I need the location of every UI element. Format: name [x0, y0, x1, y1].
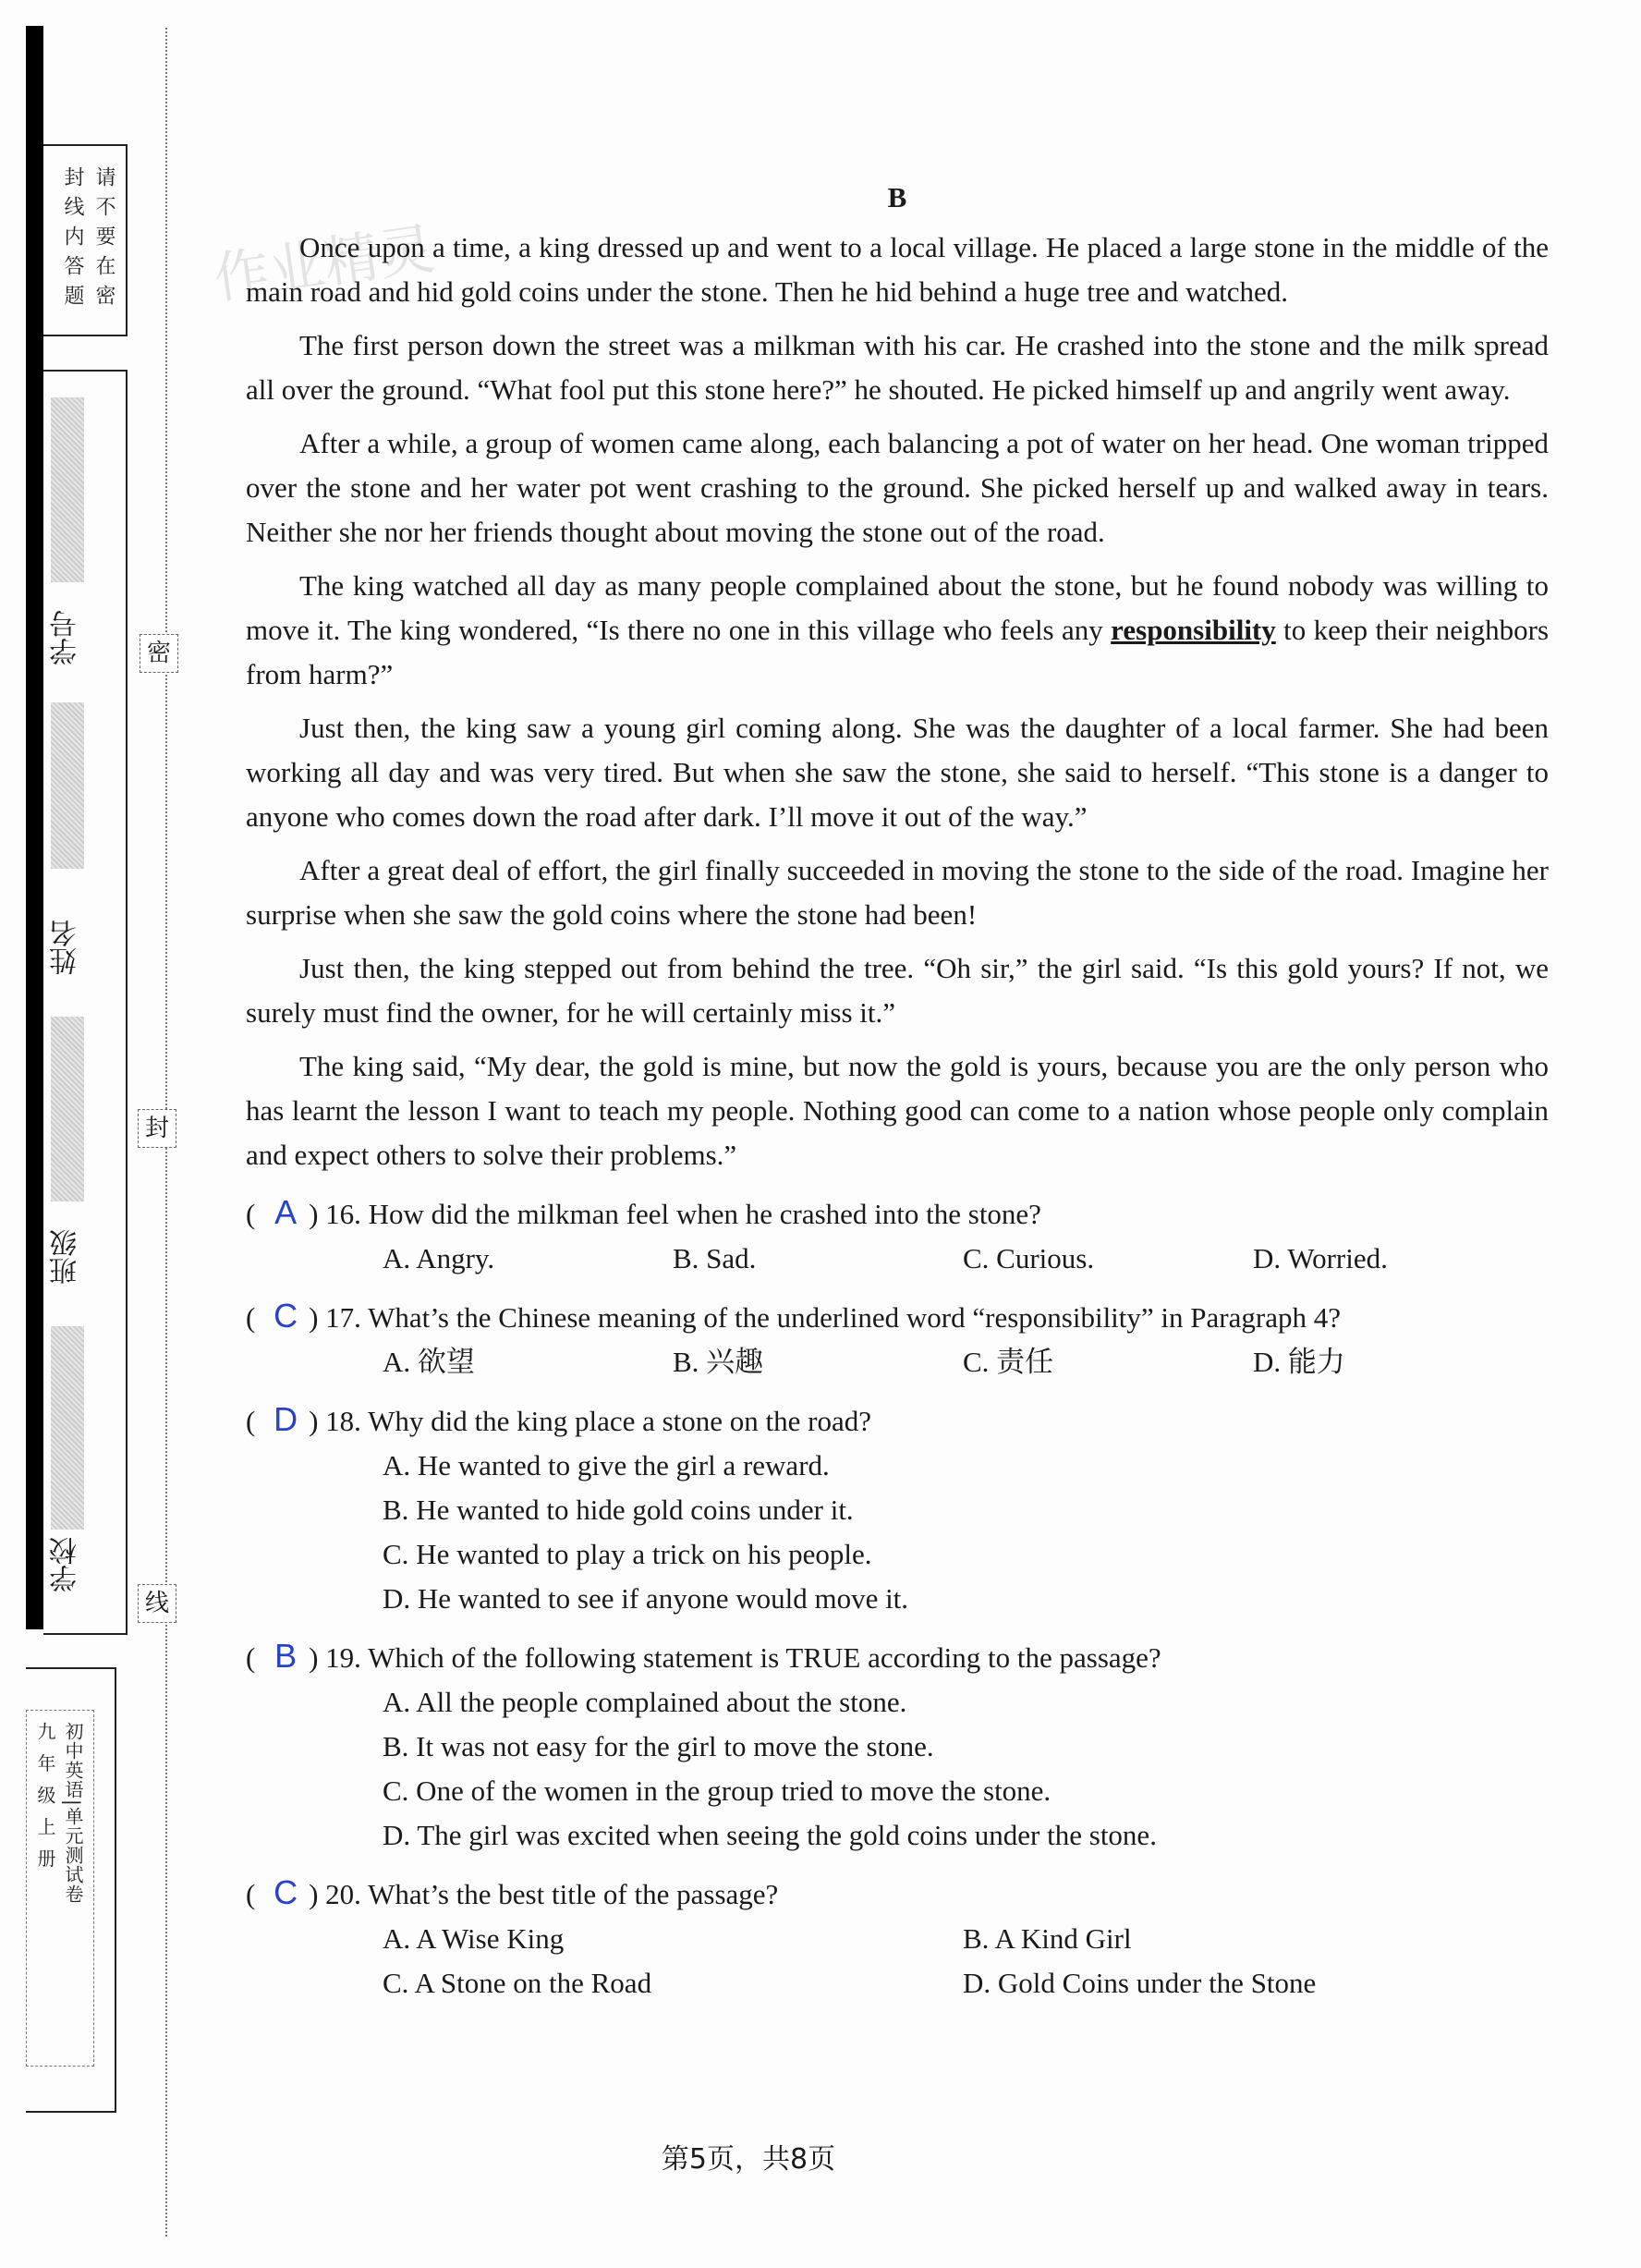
section-title: B [887, 181, 907, 213]
paragraph: After a great deal of effort, the girl finally succeeded in moving the stone to the side of the road. Imagine her surprise when she saw the gold coins where the stone had been! [246, 854, 1549, 931]
paragraph: Just then, the king stepped out from behind the tree. “Oh sir,” the girl said. “Is this gold yours? If not, we surely must find the owner, for he will certainly miss it.” [246, 952, 1549, 1029]
reading-passage [246, 176, 1549, 2006]
binding-bar [26, 26, 43, 1629]
option-d[interactable]: D. 能力 [1253, 1346, 1345, 1378]
question-text: What’s the best title of the passage? [368, 1878, 779, 1910]
option-a[interactable]: A. 欲望 [383, 1346, 475, 1378]
options [246, 1237, 1549, 1281]
page-footer: 第5页，共8页 [661, 2143, 836, 2176]
question-16 [246, 1190, 1549, 1281]
options [246, 1680, 1549, 1858]
option-a[interactable]: A. A Wise King [383, 1922, 565, 1955]
question-17 [246, 1294, 1549, 1384]
option-d[interactable]: D. The girl was excited when seeing the gold coins under the stone. [383, 1819, 1157, 1851]
id-field[interactable] [51, 397, 84, 582]
option-c[interactable]: C. He wanted to play a trick on his people. [383, 1538, 872, 1570]
paragraph: Just then, the king saw a young girl coming along. She was the daughter of a local farmer. She had been working all day and was very tired. But when she saw the stone, she said to herself. “This stone is a danger to anyone who comes down the road after dark. I’ll move it out of the way.” [246, 712, 1549, 833]
paragraph: After a while, a group of women came along, each balancing a pot of water on her head. One woman tripped over the stone and her water pot went crashing to the ground. She picked herself up and walked away in tears. Neither she nor her friends thought about moving the stone out of the road. [246, 427, 1549, 548]
question-18 [246, 1397, 1549, 1621]
option-b[interactable]: B. It was not easy for the girl to move the stone. [383, 1730, 934, 1762]
name-field[interactable] [51, 702, 84, 869]
paragraph [246, 564, 1549, 697]
class-field[interactable] [51, 1017, 84, 1201]
question-text: How did the milkman feel when he crashed into the stone? [368, 1198, 1041, 1230]
options [246, 1340, 1549, 1384]
answer-box[interactable]: C [274, 1873, 298, 1911]
question-number: 19. [325, 1641, 361, 1674]
question-stem: ( B ) 19. Which of the following statement is TRUE according to the passage? [246, 1634, 1549, 1680]
option-d[interactable]: D. He wanted to see if anyone would move it. [383, 1582, 909, 1615]
label-name: 姓名 [50, 920, 82, 975]
question-stem: ( D ) 18. Why did the king place a stone on the road? [246, 1397, 1549, 1444]
book-info-box [26, 1667, 116, 2113]
answer-box[interactable]: D [274, 1400, 298, 1438]
option-a[interactable]: A. Angry. [383, 1242, 495, 1274]
answer-box[interactable]: C [274, 1297, 298, 1335]
question-stem: ( A ) 16. How did the milkman feel when he crashed into the stone? [246, 1190, 1549, 1237]
question-number: 16. [325, 1198, 361, 1230]
option-c[interactable]: C. Curious. [963, 1242, 1095, 1274]
option-b[interactable]: B. Sad. [673, 1242, 757, 1274]
book-line2: 九 年 级 上 册 [34, 1722, 56, 1872]
book-line1: 初中英语|单元测试卷 [62, 1722, 84, 1904]
question-number: 17. [325, 1301, 361, 1334]
question-number: 20. [325, 1878, 361, 1910]
text: The king watched all day as many people complained about the stone, but he found nobody was willing to move it. The king wondered, “Is there no one in this village who feels any [246, 569, 1549, 646]
option-c[interactable]: C. One of the women in the group tried to move the stone. [383, 1774, 1051, 1807]
option-d[interactable]: D. Worried. [1253, 1242, 1388, 1274]
question-number: 18. [325, 1405, 361, 1437]
paragraph: The first person down the street was a milkman with his car. He crashed into the stone and the milk spread all over the ground. “What fool put this stone here?” he shouted. He picked himself up and angrily went away. [246, 329, 1549, 406]
question-stem: ( C ) 20. What’s the best title of the passage? [246, 1871, 1549, 1917]
seal-mark-feng: 封 [138, 1109, 176, 1148]
option-b[interactable]: B. 兴趣 [673, 1346, 764, 1378]
notice-box [43, 144, 128, 336]
options [246, 1961, 1549, 2006]
questions [246, 1190, 1549, 2006]
question-text: Why did the king place a stone on the road? [368, 1405, 872, 1437]
underlined-word: responsibility [1111, 614, 1276, 646]
option-a[interactable]: A. He wanted to give the girl a reward. [383, 1449, 830, 1482]
seal-mark-mi: 密 [140, 634, 178, 673]
label-id: 学号 [50, 610, 82, 665]
paragraph: Once upon a time, a king dressed up and went to a local village. He placed a large stone in the middle of the main road and hid gold coins under the stone. Then he hid behind a huge tree and watched. [246, 231, 1549, 308]
label-class: 班级 [50, 1229, 82, 1285]
option-b[interactable]: B. He wanted to hide gold coins under it. [383, 1494, 854, 1526]
book-info-inner [26, 1710, 94, 2067]
notice-text: 请不要在密封线内答题 [61, 166, 115, 314]
question-stem: ( C ) 17. What’s the Chinese meaning of the underlined word “responsibility” in Paragraph 4? [246, 1294, 1549, 1340]
option-c[interactable]: C. 责任 [963, 1346, 1054, 1378]
seal-mark-xian: 线 [138, 1584, 176, 1623]
label-school: 学校 [50, 1537, 82, 1592]
option-b[interactable]: B. A Kind Girl [963, 1922, 1132, 1955]
question-text: Which of the following statement is TRUE according to the passage? [368, 1641, 1161, 1674]
option-a[interactable]: A. All the people complained about the stone. [383, 1686, 907, 1718]
answer-box[interactable]: B [274, 1637, 298, 1675]
options [246, 1444, 1549, 1621]
question-text: What’s the Chinese meaning of the underlined word “responsibility” in Paragraph 4? [368, 1301, 1341, 1334]
question-20 [246, 1871, 1549, 2006]
option-c[interactable]: C. A Stone on the Road [383, 1967, 652, 1999]
option-d[interactable]: D. Gold Coins under the Stone [963, 1967, 1317, 1999]
watermark: 作业精灵 [209, 216, 439, 312]
answer-box[interactable]: A [274, 1193, 298, 1231]
question-19 [246, 1634, 1549, 1858]
text: to keep their neighbors from harm?” [246, 614, 1550, 690]
options [246, 1917, 1549, 1961]
paragraph: The king said, “My dear, the gold is mine, but now the gold is yours, because you are the only person who has learnt the lesson I want to teach my people. Nothing good can come to a nation whose people only complain and expect others to solve their problems.” [246, 1050, 1549, 1171]
school-field[interactable] [51, 1326, 84, 1530]
